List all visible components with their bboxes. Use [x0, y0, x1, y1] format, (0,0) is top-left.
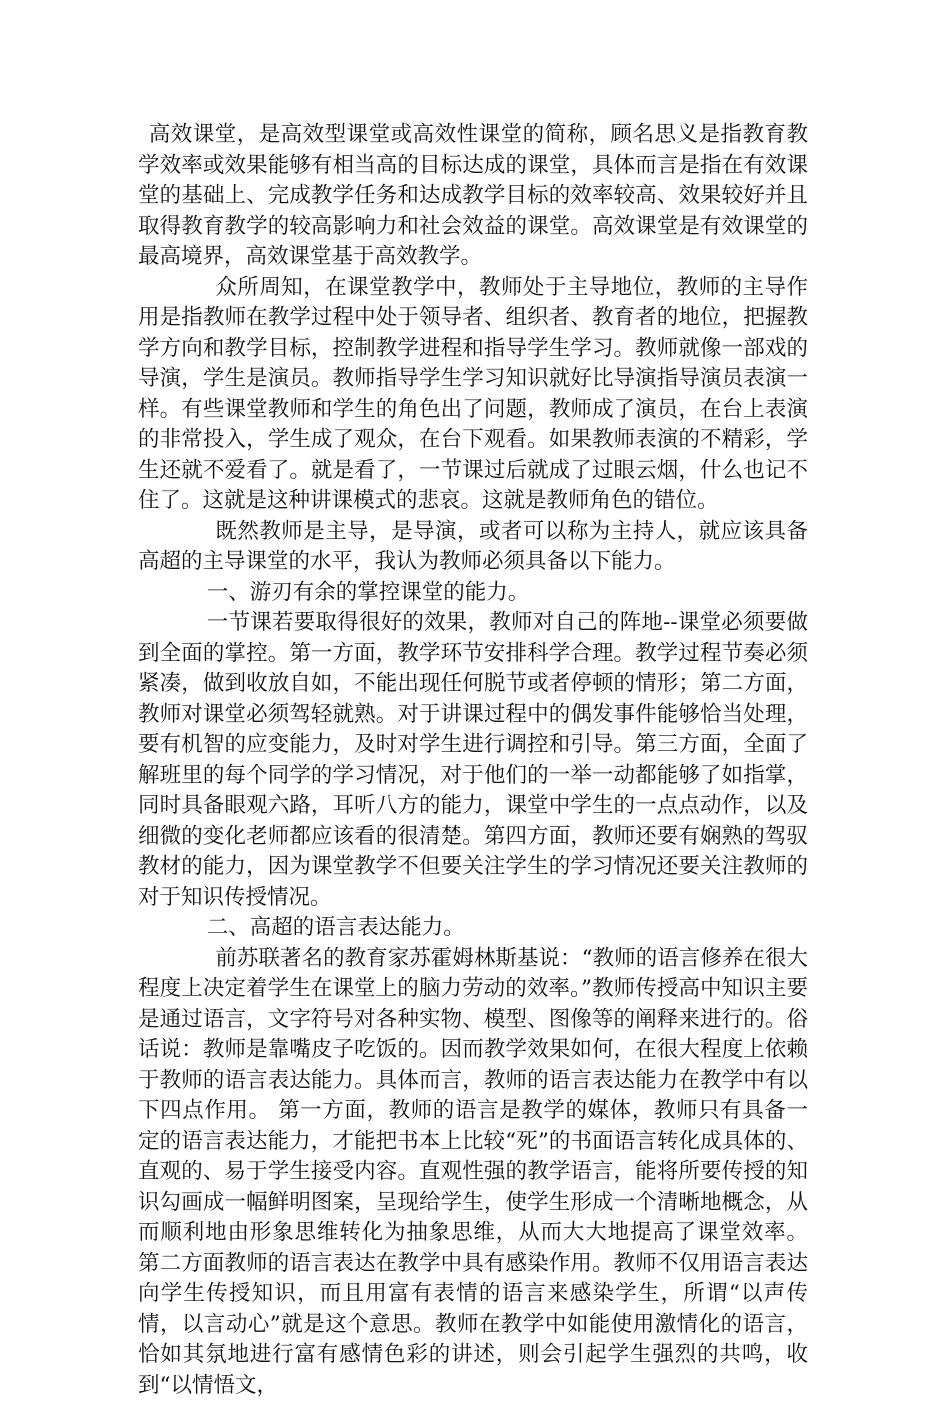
- section-heading-1: 一、游刃有余的掌控课堂的能力。: [138, 578, 808, 609]
- section-heading-2: 二、高超的语言表达能力。: [138, 913, 808, 944]
- paragraph-teacher-role: 众所周知，在课堂教学中，教师处于主导地位，教师的主导作用是指教师在教学过程中处于领导者、组织者、教育者的地位，把握教学方向和教学目标，控制教学进程和指导学生学习。教师就像一部戏的导演，学生是演员。教师指导学生学习知识就好比导演指导演员表演一样。有些课堂教师和学生的角色出了问题，教师成了演员，在台上表演的非常投入，学生成了观众，在台下观看。如果教师表演的不精彩，学生还就不爱看了。就是看了，一节课过后就成了过眼云烟，什么也记不住了。这就是这种讲课模式的悲哀。这就是教师角色的错位。: [138, 273, 808, 517]
- paragraph-intro: 高效课堂，是高效型课堂或高效性课堂的简称，顾名思义是指教育教学效率或效果能够有相当高的目标达成的课堂，具体而言是指在有效课堂的基础上、完成教学任务和达成教学目标的效率较高、效果较好并且取得教育教学的较高影响力和社会效益的课堂。高效课堂是有效课堂的最高境界，高效课堂基于高效教学。: [138, 120, 808, 273]
- document-page: [138, 120, 808, 1401]
- paragraph-language-ability: 前苏联著名的教育家苏霍姆林斯基说：“教师的语言修养在很大程度上决定着学生在课堂上的脑力劳动的效率。”教师传授高中知识主要是通过语言，文字符号对各种实物、模型、图像等的阐释来进行的。俗话说：教师是靠嘴皮子吃饭的。因而教学效果如何，在很大程度上依赖于教师的语言表达能力。具体而言，教师的语言表达能力在教学中有以下四点作用。 第一方面，教师的语言是教学的媒体，教师只有具备一定的语言表达能力，才能把书本上比较“死”的书面语言转化成具体的、直观的、易于学生接受内容。直观性强的教学语言，能将所要传授的知识勾画成一幅鲜明图案，呈现给学生，使学生形成一个清晰地概念，从而顺利地由形象思维转化为抽象思维，从而大大地提高了课堂效率。 第二方面教师的语言表达在教学中具有感染作用。教师不仅用语言表达向学生传授知识，而且用富有表情的语言来感染学生，所谓“以声传情，以言动心”就是这个意思。教师在教学中如能使用激情化的语言，恰如其氛地进行富有感情色彩的讲述，则会引起学生强烈的共鸣，收到“以情悟文，: [138, 944, 808, 1401]
- paragraph-classroom-control: 一节课若要取得很好的效果，教师对自己的阵地--课堂必须要做到全面的掌控。第一方面，教学环节安排科学合理。教学过程节奏必须紧凑，做到收放自如，不能出现任何脱节或者停顿的情形；第二方面，教师对课堂必须驾轻就熟。对于讲课过程中的偶发事件能够恰当处理，要有机智的应变能力，及时对学生进行调控和引导。第三方面，全面了解班里的每个同学的学习情况，对于他们的一举一动都能够了如指掌，同时具备眼观六路，耳听八方的能力，课堂中学生的一点点动作，以及细微的变化老师都应该看的很清楚。第四方面，教师还要有娴熟的驾驭教材的能力，因为课堂教学不但要关注学生的学习情况还要关注教师的对于知识传授情况。: [138, 608, 808, 913]
- paragraph-abilities-intro: 既然教师是主导，是导演，或者可以称为主持人，就应该具备高超的主导课堂的水平，我认为教师必须具备以下能力。: [138, 517, 808, 578]
